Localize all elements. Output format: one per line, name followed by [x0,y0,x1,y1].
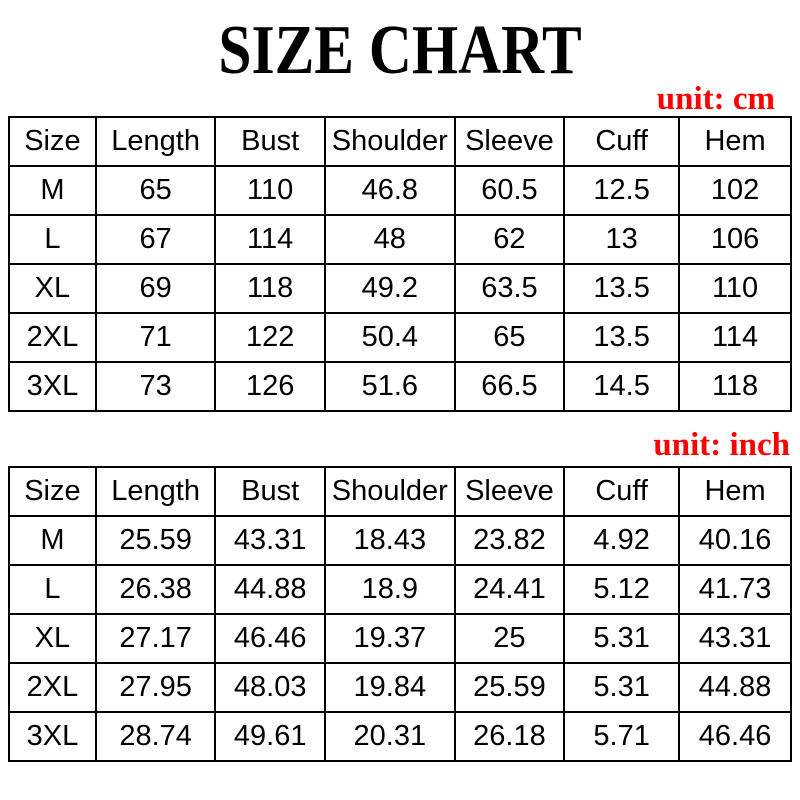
table-row [9,663,791,712]
value-cell: 46.8 [325,166,455,215]
value-cell: 50.4 [325,313,455,362]
value-cell: 62 [455,215,564,264]
size-cell: 2XL [9,313,96,362]
value-cell: 4.92 [564,516,679,565]
value-cell: 43.31 [215,516,324,565]
table-row [9,614,791,663]
size-cell: L [9,215,96,264]
header-row [9,117,791,166]
value-cell: 118 [679,362,791,411]
column-header: Length [96,467,216,516]
column-header: Bust [215,117,324,166]
size-cell: XL [9,264,96,313]
column-header: Cuff [564,117,679,166]
value-cell: 65 [96,166,216,215]
value-cell: 67 [96,215,216,264]
value-cell: 44.88 [679,663,791,712]
value-cell: 46.46 [215,614,324,663]
value-cell: 26.18 [455,712,564,761]
value-cell: 49.2 [325,264,455,313]
column-header: Length [96,117,216,166]
value-cell: 43.31 [679,614,791,663]
value-cell: 20.31 [325,712,455,761]
column-header: Sleeve [455,117,564,166]
value-cell: 65 [455,313,564,362]
column-header: Bust [215,467,324,516]
size-cell: 3XL [9,712,96,761]
value-cell: 40.16 [679,516,791,565]
size-cell: 3XL [9,362,96,411]
table-row [9,313,791,362]
unit-label-cm: unit: cm [656,81,775,117]
value-cell: 14.5 [564,362,679,411]
page-title: SIZE CHART [218,12,582,89]
size-cell: L [9,565,96,614]
value-cell: 5.12 [564,565,679,614]
value-cell: 46.46 [679,712,791,761]
value-cell: 69 [96,264,216,313]
size-table-inch [8,466,792,762]
value-cell: 102 [679,166,791,215]
value-cell: 114 [215,215,324,264]
value-cell: 48 [325,215,455,264]
header-row [9,467,791,516]
value-cell: 25.59 [455,663,564,712]
value-cell: 110 [215,166,324,215]
column-header: Size [9,467,96,516]
value-cell: 48.03 [215,663,324,712]
value-cell: 19.37 [325,614,455,663]
value-cell: 19.84 [325,663,455,712]
value-cell: 49.61 [215,712,324,761]
value-cell: 13 [564,215,679,264]
value-cell: 73 [96,362,216,411]
value-cell: 26.38 [96,565,216,614]
table-row [9,166,791,215]
value-cell: 25.59 [96,516,216,565]
table-row [9,215,791,264]
value-cell: 126 [215,362,324,411]
value-cell: 114 [679,313,791,362]
value-cell: 13.5 [564,313,679,362]
value-cell: 18.9 [325,565,455,614]
table-row [9,565,791,614]
value-cell: 25 [455,614,564,663]
value-cell: 106 [679,215,791,264]
value-cell: 12.5 [564,166,679,215]
size-cell: M [9,516,96,565]
column-header: Sleeve [455,467,564,516]
value-cell: 41.73 [679,565,791,614]
table-row [9,712,791,761]
value-cell: 118 [215,264,324,313]
value-cell: 60.5 [455,166,564,215]
size-cell: XL [9,614,96,663]
unit-label-inch: unit: inch [653,427,790,463]
table-row [9,516,791,565]
value-cell: 13.5 [564,264,679,313]
column-header: Hem [679,467,791,516]
value-cell: 110 [679,264,791,313]
column-header: Hem [679,117,791,166]
value-cell: 44.88 [215,565,324,614]
value-cell: 5.71 [564,712,679,761]
value-cell: 23.82 [455,516,564,565]
size-cell: M [9,166,96,215]
table-row [9,362,791,411]
value-cell: 18.43 [325,516,455,565]
value-cell: 66.5 [455,362,564,411]
value-cell: 5.31 [564,614,679,663]
value-cell: 27.17 [96,614,216,663]
value-cell: 122 [215,313,324,362]
size-table-cm [8,116,792,412]
value-cell: 27.95 [96,663,216,712]
value-cell: 24.41 [455,565,564,614]
column-header: Cuff [564,467,679,516]
column-header: Size [9,117,96,166]
column-header: Shoulder [325,467,455,516]
value-cell: 28.74 [96,712,216,761]
value-cell: 5.31 [564,663,679,712]
size-cell: 2XL [9,663,96,712]
column-header: Shoulder [325,117,455,166]
value-cell: 71 [96,313,216,362]
table-row [9,264,791,313]
value-cell: 51.6 [325,362,455,411]
value-cell: 63.5 [455,264,564,313]
